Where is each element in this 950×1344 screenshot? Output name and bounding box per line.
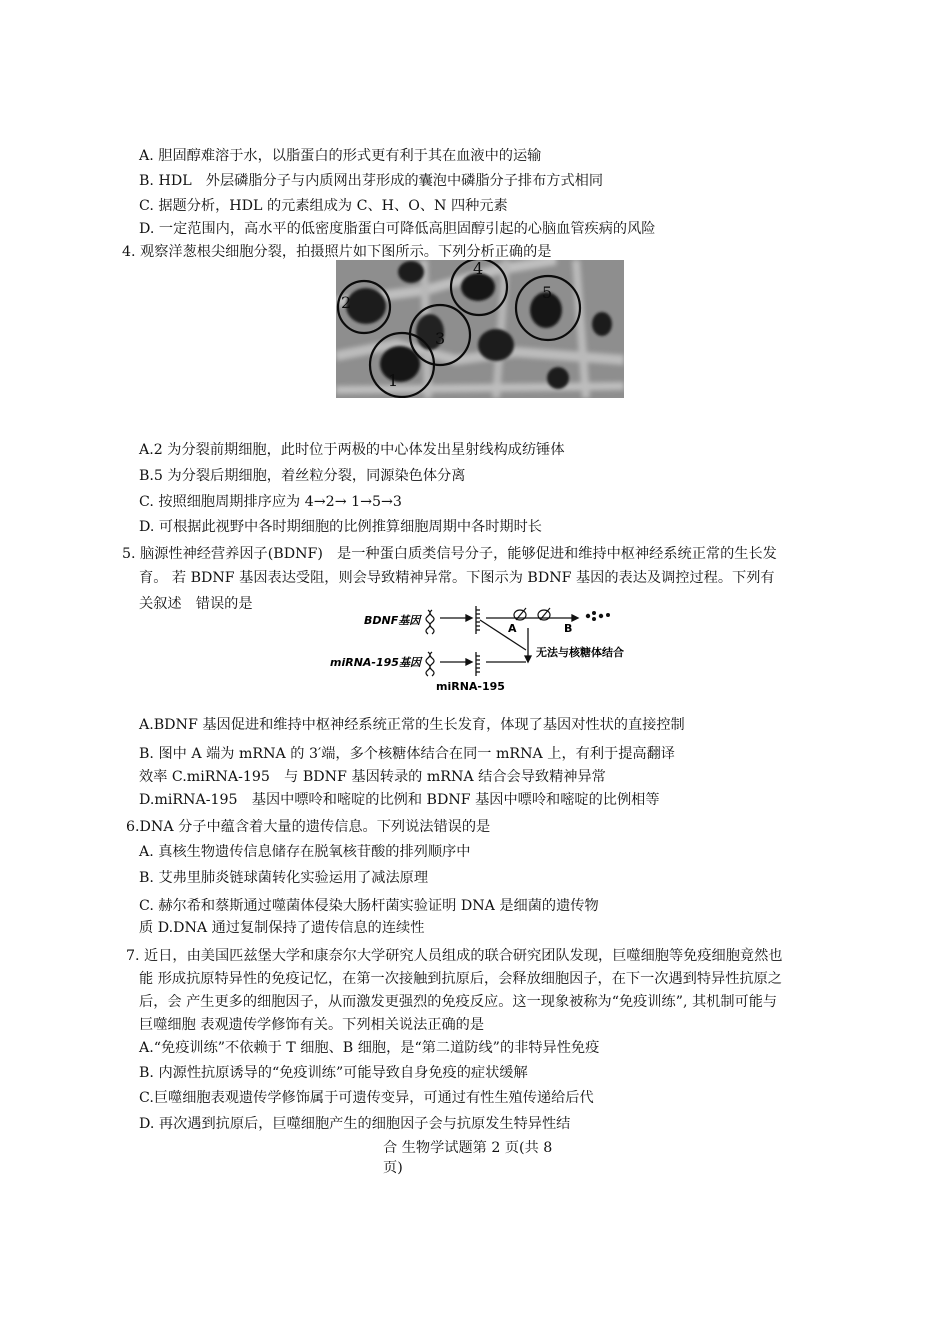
q4-option-d: D. 可根据此视野中各时期细胞的比例推算细胞周期中各时期时长 — [139, 519, 542, 535]
q3-option-d: D. 一定范围内，高水平的低密度脂蛋白可降低高胆固醇引起的心脑血管疾病的风险 — [139, 221, 656, 237]
arrow-icon — [466, 615, 472, 621]
end-label-b: B — [564, 622, 573, 635]
bdnf-gene-label: BDNF基因 — [364, 614, 421, 627]
mirna195-label: miRNA-195 — [436, 680, 505, 693]
q3-option-b: B. HDL 外层磷脂分子与内质网出芽形成的囊泡中磷脂分子排布方式相同 — [139, 173, 604, 189]
q5-stem-line3: 关叙述 错误的是 — [139, 596, 253, 612]
q4-option-b: B.5 为分裂后期细胞，着丝粒分裂，同源染色体分离 — [139, 468, 466, 484]
q5-option-a: A.BDNF 基因促进和维持中枢神经系统正常的生长发育，体现了基因对性状的直接控制 — [139, 717, 685, 733]
cell-division-photo — [336, 260, 624, 398]
bdnf-regulation-diagram — [330, 604, 650, 696]
q4-option-a: A.2 为分裂前期细胞，此时位于两极的中心体发出星射线构成纺锤体 — [139, 442, 565, 458]
q3-option-a: A. 胆固醇难溶于水，以脂蛋白的形式更有利于其在血液中的运输 — [139, 148, 542, 164]
q7-option-c: C.巨噬细胞表观遗传学修饰属于可遗传变异，可通过有性生殖传递给后代 — [139, 1090, 594, 1106]
q7-option-b: B. 内源性抗原诱导的“免疫训练”可能导致自身免疫的症状缓解 — [139, 1065, 528, 1081]
q3-option-c: C. 据题分析，HDL 的元素组成为 C、H、O、N 四种元素 — [139, 198, 508, 214]
q6-option-c-line1: C. 赫尔希和蔡斯通过噬菌体侵染大肠杆菌实验证明 DNA 是细菌的遗传物 — [139, 898, 599, 914]
page-footer-line1: 合 生物学试题第 2 页(共 8 — [383, 1140, 553, 1156]
micrograph-figure — [336, 260, 624, 398]
q5-option-b-line1: B. 图中 A 端为 mRNA 的 3′端，多个核糖体结合在同一 mRNA 上，有利于提高翻译 — [139, 746, 675, 762]
mirna195-gene-label: miRNA-195基因 — [330, 656, 421, 669]
q5-stem-line2: 育。 若 BDNF 基因表达受阻，则会导致精神异常。下图示为 BDNF 基因的表达及调控过程。下列有 — [139, 570, 775, 586]
q7-option-d: D. 再次遇到抗原后，巨噬细胞产生的细胞因子会与抗原发生特异性结 — [139, 1116, 571, 1132]
arrow-icon — [466, 659, 472, 665]
q7-stem-line4: 巨噬细胞 表观遗传学修饰有关。下列相关说法正确的是 — [139, 1017, 485, 1033]
label-5: 5 — [542, 283, 553, 302]
q7-stem-line2: 能 形成抗原特异性的免疫记忆，在第一次接触到抗原后，会释放细胞因子，在下一次遇到特异性抗原之 — [139, 971, 782, 987]
q5-option-d: D.miRNA-195 基因中嘌呤和嘧啶的比例和 BDNF 基因中嘌呤和嘧啶的比例相等 — [139, 792, 660, 808]
q7-stem-line1: 7. 近日，由美国匹兹堡大学和康奈尔大学研究人员组成的联合研究团队发现，巨噬细胞等免疫细胞竟然也 — [126, 948, 783, 964]
dna-coil-icon-1 — [426, 610, 434, 634]
q4-stem: 4. 观察洋葱根尖细胞分裂，拍摄照片如下图所示。下列分析正确的是 — [122, 244, 552, 260]
no-ribosome-binding-note: 无法与核糖体结合 — [536, 646, 624, 659]
q4-option-c: C. 按照细胞周期排序应为 4→2→ 1→5→3 — [139, 494, 402, 510]
q7-stem-line3: 后，会 产生更多的细胞因子，从而激发更强烈的免疫反应。这一现象被称为“免疫训练”, 其机制可能与 — [139, 994, 778, 1010]
dna-coil-icon-2 — [426, 652, 434, 676]
label-2: 2 — [341, 293, 352, 312]
label-3: 3 — [435, 329, 446, 348]
q6-option-b: B. 艾弗里肺炎链球菌转化实验运用了减法原理 — [139, 870, 429, 886]
end-label-a: A — [508, 622, 517, 635]
q7-option-a: A.“免疫训练”不依赖于 T 细胞、B 细胞，是“第二道防线”的非特异性免疫 — [139, 1040, 600, 1056]
q6-stem: 6.DNA 分子中蕴含着大量的遗传信息。下列说法错误的是 — [126, 819, 491, 835]
protein-dots-icon — [586, 611, 610, 621]
label-1: 1 — [388, 371, 399, 390]
q6-option-c-line2: 质 D.DNA 通过复制保持了遗传信息的连续性 — [139, 920, 425, 936]
q5-option-b-line2: 效率 C.miRNA-195 与 BDNF 基因转录的 mRNA 结合会导致精神异常 — [139, 769, 606, 785]
q5-stem-line1: 5. 脑源性神经营养因子(BDNF) 是一种蛋白质类信号分子，能够促进和维持中枢神经系统正常的生长发 — [122, 546, 777, 562]
label-4: 4 — [473, 260, 484, 278]
q6-option-a: A. 真核生物遗传信息储存在脱氧核苷酸的排列顺序中 — [139, 844, 471, 860]
page-footer-line2: 页) — [383, 1160, 403, 1176]
